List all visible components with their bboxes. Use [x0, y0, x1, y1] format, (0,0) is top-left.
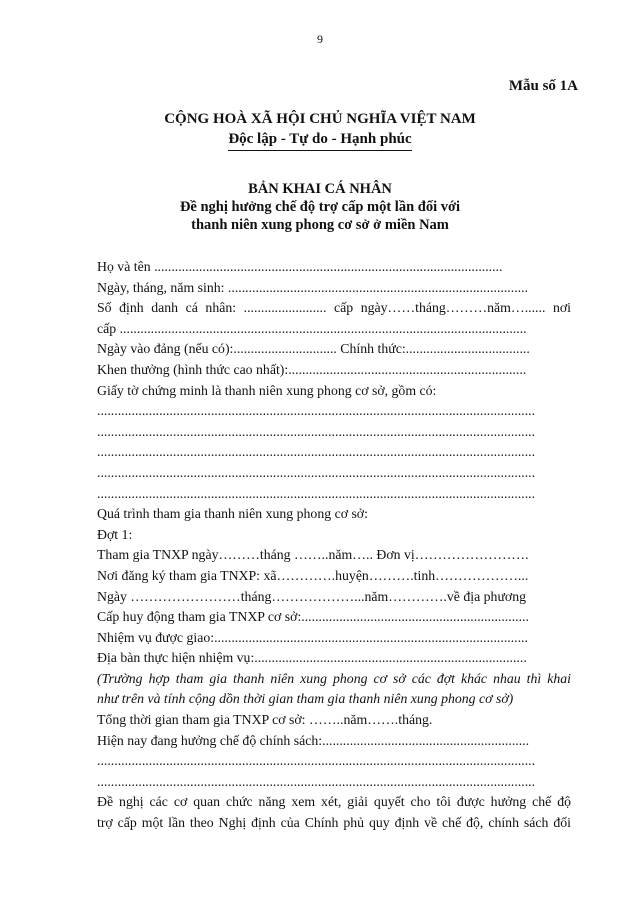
- page-number: 9: [317, 32, 323, 46]
- award-field: Khen thưởng (hình thức cao nhất):.....................................................................: [97, 361, 527, 377]
- registration-place-field: Nơi đăng ký tham gia TNXP: xã………….huyện……….tinh………………...: [97, 567, 529, 583]
- dotted-line: ...............................................................................................................................: [97, 444, 536, 460]
- return-date-field: Ngày ……………………tháng………………...năm………….về địa phương: [97, 588, 527, 604]
- task-area-field: Địa bàn thực hiện nhiệm vụ:...............................................................................: [97, 650, 527, 666]
- join-date-field: Tham gia TNXP ngày………tháng ……..năm….. Đơn vị…………………….: [97, 547, 529, 563]
- current-policy-field: Hiện nay đang hưởng chế độ chính sách:............................................................: [97, 732, 530, 748]
- note-line2: như trên và tính cộng dồn thời gian tham gia thanh niên xung phong cơ sở): [97, 691, 514, 707]
- dotted-line: ...............................................................................................................................: [97, 753, 536, 769]
- form-body: [97, 257, 571, 834]
- party-join-field: Ngày vào đảng (nếu có):.............................. Chính thức:....................................: [97, 341, 530, 357]
- national-motto: Độc lập - Tự do - Hạnh phúc: [228, 131, 411, 151]
- total-time-field: Tổng thời gian tham gia TNXP cơ sở: ……..năm…….tháng.: [97, 712, 433, 728]
- document-subtitle-line2: thanh niên xung phong cơ sở ở miền Nam: [191, 217, 449, 233]
- birth-date-field: Ngày, tháng, năm sinh: .......................................................................................: [97, 279, 529, 295]
- assigned-task-field: Nhiệm vụ được giao:...........................................................................................: [97, 629, 528, 645]
- mobilization-level-field: Cấp huy động tham gia TNXP cơ sở:..................................................................: [97, 609, 529, 625]
- dotted-line: ...............................................................................................................................: [97, 403, 536, 419]
- dotted-line: ...............................................................................................................................: [97, 464, 536, 480]
- phase-label: Đợt 1:: [97, 526, 133, 542]
- request-line2: trợ cấp một lần theo Nghị định của Chính phủ quy định về chế độ, chính sách đối: [97, 815, 571, 831]
- dotted-line: ...............................................................................................................................: [97, 773, 536, 789]
- dotted-line: ...............................................................................................................................: [97, 423, 536, 439]
- motto-container: [0, 130, 640, 151]
- national-title: CỘNG HOÀ XÃ HỘI CHỦ NGHĨA VIỆT NAM: [164, 111, 476, 127]
- issue-place-field: cấp ......................................................................................................................: [97, 320, 527, 336]
- dotted-line: ...............................................................................................................................: [97, 485, 536, 501]
- process-label: Quá trình tham gia thanh niên xung phong cơ sở:: [97, 506, 368, 522]
- document-title: BẢN KHAI CÁ NHÂN: [248, 181, 392, 197]
- full-name-field: Họ và tên .....................................................................................................: [97, 259, 503, 274]
- note-line1: (Trường hợp tham gia thanh niên xung phong cơ sở các đợt khác nhau thì khai: [97, 670, 571, 686]
- personal-id-field: Số định danh cá nhân: ........................ cấp ngày……tháng………năm…...... nơi: [97, 300, 571, 316]
- document-subtitle-line1: Đề nghị hưởng chế độ trợ cấp một lần đối với: [179, 199, 461, 215]
- request-line1: Đề nghị các cơ quan chức năng xem xét, giải quyết cho tôi được hưởng chế độ: [97, 794, 571, 810]
- proof-documents-label: Giấy tờ chứng minh là thanh niên xung phong cơ sở, gồm có:: [97, 382, 437, 398]
- form-code: Mẫu số 1A: [508, 78, 578, 94]
